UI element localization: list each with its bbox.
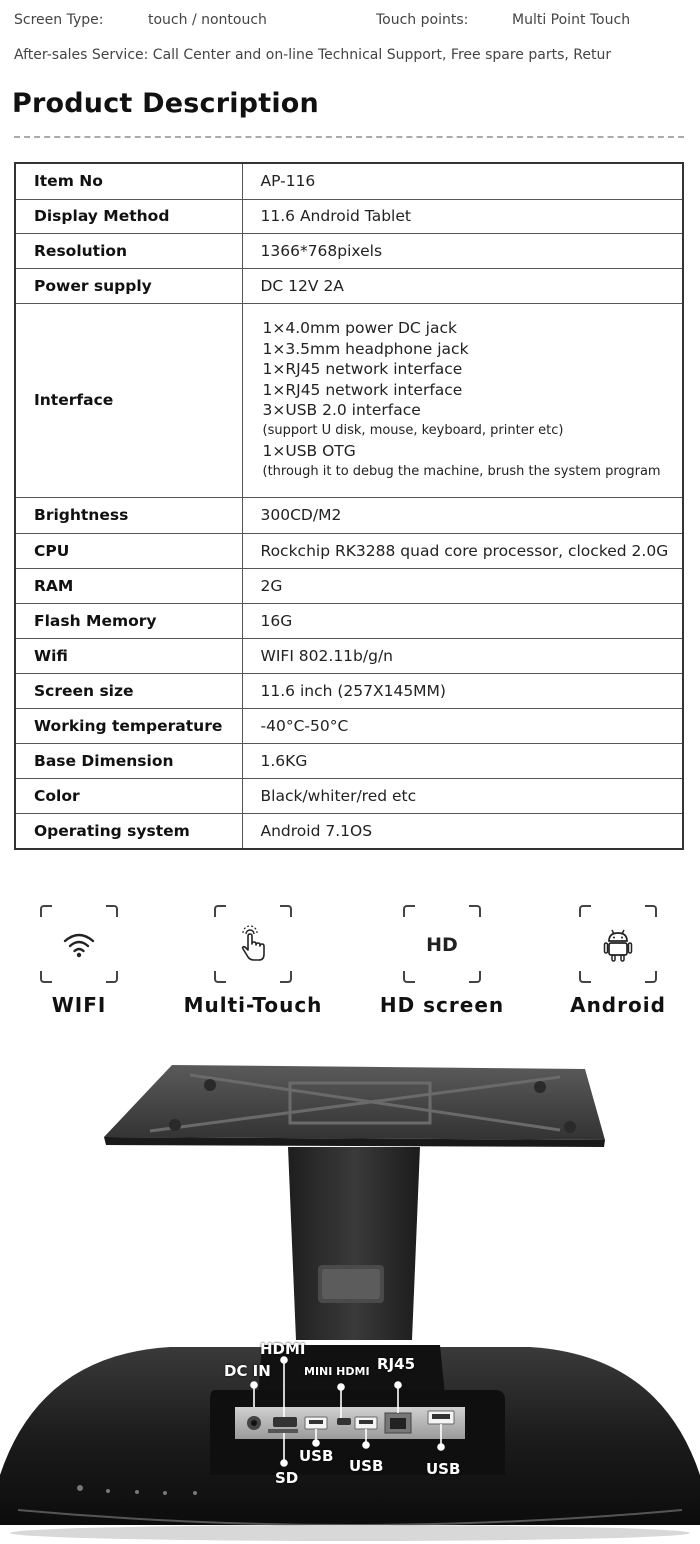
interface-line: 1×4.0mm power DC jack — [262, 319, 457, 337]
spec-value: Android 7.1OS — [242, 813, 683, 849]
table-row — [15, 568, 683, 603]
touch-hand-icon — [233, 924, 273, 964]
spec-key: Brightness — [15, 497, 242, 533]
icon-frame — [579, 905, 657, 983]
table-row — [15, 673, 683, 708]
spec-key: RAM — [15, 568, 242, 603]
spec-key: CPU — [15, 533, 242, 568]
feature-label: Android — [570, 993, 666, 1017]
port-label-usb-2: USB — [349, 1457, 384, 1475]
spec-value: 16G — [242, 603, 683, 638]
stand-column — [288, 1147, 420, 1340]
spec-key: Color — [15, 778, 242, 813]
hd-icon-text: HD — [426, 934, 458, 956]
product-image — [0, 1055, 700, 1544]
android-icon — [598, 924, 638, 964]
spec-key: Power supply — [15, 268, 242, 303]
feature-android — [533, 905, 700, 1017]
interface-note: (through it to debug the machine, brush the system program — [262, 463, 661, 479]
feature-multi-touch — [168, 905, 338, 1017]
icon-frame — [403, 905, 481, 983]
feature-label: Multi-Touch — [183, 993, 323, 1017]
table-row — [15, 268, 683, 303]
spec-value: 11.6 inch (257X145MM) — [242, 673, 683, 708]
feature-icons — [0, 905, 700, 1025]
table-row — [15, 497, 683, 533]
port-label-usb-3: USB — [426, 1460, 461, 1478]
feature-label: HD screen — [379, 993, 505, 1017]
feature-label: WIFI — [51, 993, 107, 1017]
top-info-row — [14, 12, 694, 32]
interface-line: 1×RJ45 network interface — [262, 380, 463, 399]
table-row — [15, 638, 683, 673]
spec-table — [14, 162, 684, 850]
table-row — [15, 708, 683, 743]
spec-key: Operating system — [15, 813, 242, 849]
interface-line: 1×RJ45 network interface — [262, 360, 463, 378]
spec-key: Resolution — [15, 233, 242, 268]
port-label-hdmi: HDMI — [260, 1340, 306, 1358]
spec-value: 300CD/M2 — [242, 497, 683, 533]
table-row — [15, 603, 683, 638]
spec-key: Interface — [15, 303, 242, 497]
dashed-divider — [14, 136, 684, 138]
table-row — [15, 813, 683, 849]
spec-key: Flash Memory — [15, 603, 242, 638]
interface-line: 3×USB 2.0 interface — [262, 401, 421, 419]
spec-value: Rockchip RK3288 quad core processor, clocked 2.0G — [242, 533, 683, 568]
spec-key: Item No — [15, 163, 242, 199]
port-label-dc-in: DC IN — [224, 1362, 271, 1380]
table-row — [15, 163, 683, 199]
table-row — [15, 303, 683, 497]
spec-key: Display Method — [15, 199, 242, 233]
spec-key: Screen size — [15, 673, 242, 708]
spec-value: 1366*768pixels — [242, 233, 683, 268]
table-row — [15, 743, 683, 778]
table-row — [15, 199, 683, 233]
spec-value: AP-116 — [242, 163, 683, 199]
hd-icon — [422, 924, 462, 964]
feature-hd-screen — [357, 905, 527, 1017]
feature-wifi — [0, 905, 164, 1017]
port-label-sd: SD — [275, 1469, 299, 1487]
wifi-icon — [59, 924, 99, 964]
touch-points-value: Multi Point Touch — [512, 12, 631, 28]
table-row — [15, 778, 683, 813]
spec-value: -40°C-50°C — [242, 708, 683, 743]
spec-value: 11.6 Android Tablet — [242, 199, 683, 233]
port-label-mini-hdmi: MINI HDMI — [304, 1365, 370, 1378]
interface-line: 1×3.5mm headphone jack — [262, 339, 469, 358]
interface-line: 1×USB OTG — [262, 442, 356, 460]
spec-value-interface — [242, 303, 683, 497]
spec-value: 2G — [242, 568, 683, 603]
icon-frame — [214, 905, 292, 983]
spec-key: Working temperature — [15, 708, 242, 743]
icon-frame — [40, 905, 118, 983]
spec-value: 1.6KG — [242, 743, 683, 778]
spec-key: Base Dimension — [15, 743, 242, 778]
table-row — [15, 233, 683, 268]
section-title: Product Description — [12, 88, 319, 119]
touch-points-label: Touch points: — [376, 12, 469, 28]
port-label-usb-1: USB — [299, 1447, 334, 1465]
port-label-rj45: RJ45 — [377, 1355, 416, 1373]
spec-value: DC 12V 2A — [242, 268, 683, 303]
after-sales-text: After-sales Service: Call Center and on-line Technical Support, Free spare parts, Retur — [14, 47, 612, 63]
screen-type-label: Screen Type: — [14, 12, 104, 28]
spec-value: Black/whiter/red etc — [242, 778, 683, 813]
interface-note: (support U disk, mouse, keyboard, printer etc) — [262, 422, 564, 438]
spec-value: WIFI 802.11b/g/n — [242, 638, 683, 673]
table-row — [15, 533, 683, 568]
vesa-plate — [104, 1065, 605, 1147]
screen-type-value: touch / nontouch — [148, 12, 267, 28]
spec-key: Wifi — [15, 638, 242, 673]
